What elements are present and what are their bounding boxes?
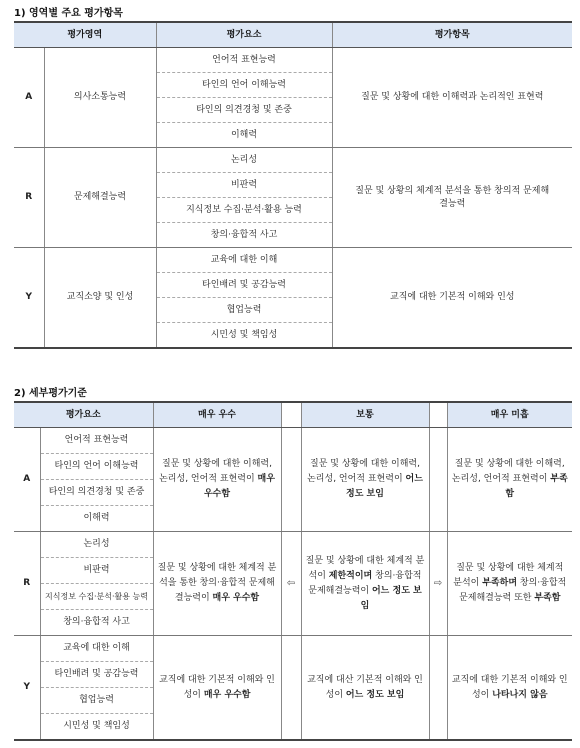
- criteria-normal: [301, 428, 429, 532]
- element-cell: 논리성: [156, 148, 332, 173]
- element-cell: 논리성: [40, 532, 153, 558]
- criteria-bold: 부족하며: [482, 578, 518, 588]
- group-area: 문제해결능력: [44, 148, 156, 248]
- table-row: [14, 148, 572, 173]
- criteria-text: 질문 및 상황에 대한 이해력, 논리성, 언어적 표현력이: [451, 459, 565, 484]
- right-arrow-icon: ⇨: [429, 532, 447, 636]
- criteria-text: 질문 및 상황에 대한 체계적 분석이: [305, 555, 425, 581]
- evaluation-items-table: [14, 21, 572, 349]
- table2-header-row: [14, 402, 572, 428]
- element-cell: 시민성 및 책임성: [156, 323, 332, 349]
- section2-title: 2) 세부평가기준: [14, 388, 87, 399]
- table-row: [14, 532, 572, 558]
- criteria-text: 교직에 대한 기본적 이해와 인성이: [159, 674, 275, 700]
- criteria-bold: 제한적이며: [328, 570, 373, 581]
- element-cell: 타인의 의견경청 및 존중: [156, 98, 332, 123]
- group-code: Y: [23, 682, 31, 692]
- criteria-bold: 매우 우수함: [203, 474, 275, 499]
- header-excellent: 매우 우수: [153, 402, 281, 428]
- group-code: R: [14, 148, 44, 248]
- criteria-bold: 매우 우수함: [203, 689, 251, 700]
- criteria-poor: [447, 532, 572, 636]
- header-item: 평가항목: [332, 22, 572, 48]
- element-cell: 창의·융합적 사고: [156, 223, 332, 248]
- element-cell: 교육에 대한 이해: [156, 248, 332, 273]
- element-cell: 협업능력: [40, 688, 153, 714]
- group-item: 질문 및 상황의 체계적 분석을 통한 창의적 문제해결능력: [332, 148, 572, 248]
- arrow-cell: [429, 428, 447, 532]
- table-row: [14, 248, 572, 273]
- element-cell: 비판력: [40, 558, 153, 584]
- element-cell: 이해력: [156, 123, 332, 148]
- element-cell: 타인배려 및 공감능력: [40, 662, 153, 688]
- element-cell: 언어적 표현능력: [156, 48, 332, 73]
- left-arrow-icon: ⇦: [281, 532, 301, 636]
- criteria-text: 창의·융합적 문제해결능력 또한: [459, 578, 567, 603]
- table-row: [14, 428, 572, 454]
- criteria-text: 질문 및 상황에 대한 체계적 분석을 통한 창의·융합적 문제해결능력이: [157, 563, 277, 603]
- element-cell: 언어적 표현능력: [40, 428, 153, 454]
- criteria-text: 교직에 대한 기본적 이해와 인성이: [451, 674, 568, 700]
- criteria-bold: 어느 정도 보임: [346, 474, 423, 499]
- criteria-poor: [447, 636, 572, 741]
- group-item: 질문 및 상황에 대한 이해력과 논리적인 표현력: [332, 48, 572, 148]
- header-element: 평가요소: [156, 22, 332, 48]
- table1-header-row: [14, 22, 572, 48]
- group-area: 교직소양 및 인성: [44, 248, 156, 349]
- header-normal: 보통: [301, 402, 429, 428]
- arrow-cell: [281, 636, 301, 741]
- header-element: 평가요소: [14, 402, 153, 428]
- element-cell: 타인배려 및 공감능력: [156, 273, 332, 298]
- header-area: 평가영역: [14, 22, 156, 48]
- criteria-bold: 어느 정도 보임: [345, 689, 405, 700]
- element-cell: 이해력: [40, 506, 153, 532]
- detailed-criteria-table: [14, 401, 572, 741]
- group-area: 의사소통능력: [44, 48, 156, 148]
- group-code: R: [14, 532, 40, 636]
- criteria-text: 질문 및 상황에 대한 체계적 분석이: [453, 563, 564, 588]
- group-code: A: [14, 48, 44, 148]
- criteria-text: 창의·융합적 문제해결능력이: [308, 570, 422, 596]
- criteria-bold: 나타나지 않음: [492, 689, 548, 700]
- criteria-excellent: [153, 532, 281, 636]
- element-cell: 타인의 의견경청 및 존중: [40, 480, 153, 506]
- element-cell: 창의·융합적 사고: [40, 610, 153, 636]
- criteria-bold: 매우 우수함: [212, 593, 260, 603]
- element-cell: 비판력: [156, 173, 332, 198]
- header-gap: [429, 402, 447, 428]
- criteria-text: 교직에 대산 기본적 이해와 인성이: [307, 674, 423, 700]
- element-cell: 협업능력: [156, 298, 332, 323]
- criteria-poor: [447, 428, 572, 532]
- section1-title: 1) 영역별 주요 평가항목: [14, 8, 123, 19]
- group-code: Y: [25, 292, 33, 302]
- group-code: A: [14, 428, 40, 532]
- criteria-text: 질문 및 상황에 대한 이해력, 논리성, 언어적 표현력이: [159, 459, 272, 484]
- criteria-normal: [301, 532, 429, 636]
- header-poor: 매우 미흡: [447, 402, 572, 428]
- criteria-excellent: [153, 636, 281, 741]
- table-row: [14, 48, 572, 73]
- criteria-text: 질문 및 상황에 대한 이해력, 논리성, 언어적 표현력이: [307, 459, 420, 484]
- arrow-cell: [429, 636, 447, 741]
- element-cell: 교육에 대한 이해: [40, 636, 153, 662]
- criteria-bold: 부족함: [505, 474, 568, 499]
- arrow-cell: [281, 428, 301, 532]
- table-row: [14, 636, 572, 662]
- criteria-bold: 부족함: [534, 593, 561, 603]
- element-cell: 타인의 언어 이해능력: [156, 73, 332, 98]
- element-cell: 시민성 및 책임성: [40, 714, 153, 741]
- element-cell: 지식정보 수집·분석·활용 능력: [156, 198, 332, 223]
- group-item: 교직에 대한 기본적 이해와 인성: [332, 248, 572, 349]
- header-gap: [281, 402, 301, 428]
- criteria-excellent: [153, 428, 281, 532]
- criteria-normal: [301, 636, 429, 741]
- element-cell: 타인의 언어 이해능력: [40, 454, 153, 480]
- criteria-bold: 어느 정도 보임: [360, 585, 422, 611]
- element-cell: 지식정보 수집·분석·활용 능력: [40, 584, 153, 610]
